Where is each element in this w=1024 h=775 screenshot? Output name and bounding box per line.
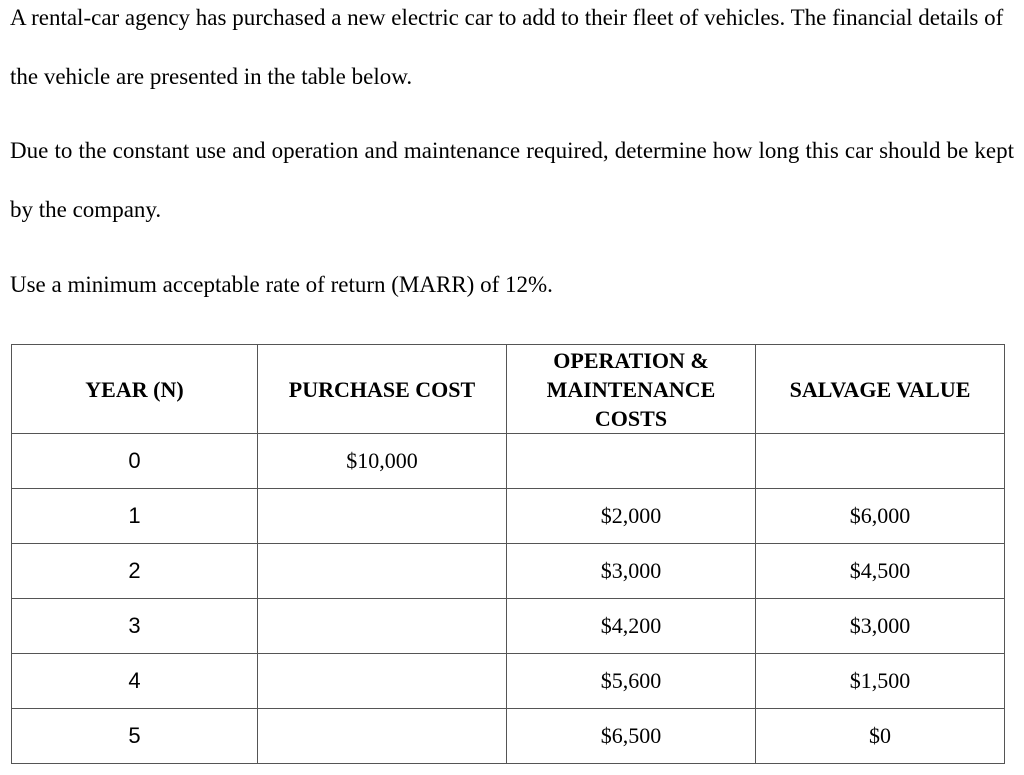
cell-salvage-value: $0: [756, 709, 1005, 764]
table-row: [12, 709, 1005, 764]
cell-salvage-value: $3,000: [756, 599, 1005, 654]
cell-year: 3: [12, 599, 258, 654]
cell-purchase-cost: [258, 489, 507, 544]
cell-salvage-value: $1,500: [756, 654, 1005, 709]
cell-year: 1: [12, 489, 258, 544]
cell-year: 5: [12, 709, 258, 764]
cell-purchase-cost: $10,000: [258, 434, 507, 489]
table-row: [12, 434, 1005, 489]
header-om-line2: MAINTENANCE: [546, 376, 716, 402]
table-row: [12, 654, 1005, 709]
table-row: [12, 544, 1005, 599]
header-om-costs: [507, 345, 756, 434]
cell-purchase-cost: [258, 544, 507, 599]
cell-om-cost: $2,000: [507, 489, 756, 544]
cell-om-cost: $3,000: [507, 544, 756, 599]
task-paragraph: Due to the constant use and operation and maintenance required, determine how long this car should be kept by the company.: [10, 138, 1014, 222]
header-salvage-value: SALVAGE VALUE: [756, 345, 1005, 434]
table-row: [12, 599, 1005, 654]
cell-year: 4: [12, 654, 258, 709]
cell-om-cost: $5,600: [507, 654, 756, 709]
financial-details-table: [11, 344, 1005, 764]
cell-salvage-value: $4,500: [756, 544, 1005, 599]
cell-om-cost: $4,200: [507, 599, 756, 654]
table-row: [12, 489, 1005, 544]
cell-salvage-value: $6,000: [756, 489, 1005, 544]
intro-paragraph: A rental-car agency has purchased a new electric car to add to their fleet of vehicles. The financial details of the vehicle are presented in the table below.: [10, 5, 1004, 89]
cell-purchase-cost: [258, 654, 507, 709]
header-om-line3: COSTS: [594, 405, 668, 431]
header-om-line1: OPERATION &: [553, 347, 709, 373]
table-header-row: [12, 345, 1005, 434]
cell-om-cost: [507, 434, 756, 489]
cell-year: 2: [12, 544, 258, 599]
cell-om-cost: $6,500: [507, 709, 756, 764]
cell-purchase-cost: [258, 709, 507, 764]
cell-year: 0: [12, 434, 258, 489]
header-year: YEAR (N): [12, 345, 258, 434]
cell-purchase-cost: [258, 599, 507, 654]
marr-paragraph: Use a minimum acceptable rate of return (MARR) of 12%.: [10, 272, 553, 297]
cell-salvage-value: [756, 434, 1005, 489]
header-purchase-cost: PURCHASE COST: [258, 345, 507, 434]
